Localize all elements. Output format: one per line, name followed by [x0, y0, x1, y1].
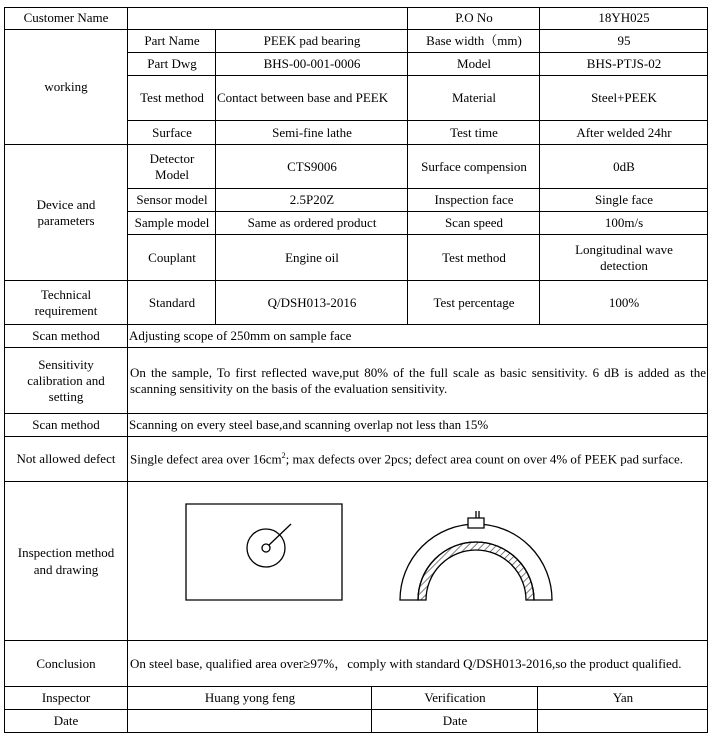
part-name-label: Part Name	[144, 33, 200, 49]
couplant-value: Engine oil	[285, 249, 339, 265]
customer-name-label: Customer Name	[23, 10, 109, 26]
inspection-drawing-svg	[128, 482, 708, 641]
inspection-method-label: Inspection method and drawing	[17, 545, 115, 577]
part-dwg-value: BHS-00-001-0006	[263, 56, 361, 72]
inspector-label: Inspector	[41, 690, 91, 706]
material-value: Steel+PEEK	[591, 90, 657, 106]
probe-circle-inner	[262, 544, 270, 552]
device-parameters-label: Device and parameters	[36, 196, 96, 228]
verification-value: Yan	[612, 690, 634, 706]
test-method-device-label: Test method	[442, 249, 506, 265]
scan-speed-label: Scan speed	[444, 215, 504, 231]
scan-method-2-label: Scan method	[32, 417, 100, 433]
conclusion-value: On steel base, qualified area over≥97%，comply with standard Q/DSH013-2016,so the product qualified.	[130, 655, 682, 671]
verification-label: Verification	[424, 690, 486, 706]
test-time-value: After welded 24hr	[576, 124, 672, 140]
detector-model-label: Detector Model	[149, 150, 195, 182]
po-no-label: P.O No	[455, 10, 493, 26]
surface-compension-label: Surface compension	[421, 158, 527, 174]
model-value: BHS-PTJS-02	[586, 56, 662, 72]
sample-model-value: Same as ordered product	[247, 215, 377, 231]
probe-leader-line	[269, 524, 291, 545]
conclusion-label: Conclusion	[36, 655, 96, 671]
standard-label: Standard	[148, 294, 196, 310]
inspection-drawing	[128, 482, 708, 641]
surface-value: Semi-fine lathe	[272, 124, 352, 140]
bearing-arch-view	[400, 511, 552, 600]
inspection-face-value: Single face	[594, 192, 654, 208]
defect-text-a: Single defect area over 16cm	[130, 451, 282, 467]
sample-model-label: Sample model	[134, 215, 210, 231]
standard-value: Q/DSH013-2016	[267, 294, 357, 310]
part-dwg-label: Part Dwg	[147, 56, 197, 72]
test-percentage-value: 100%	[608, 294, 640, 310]
sensitivity-value: On the sample, To first reflected wave,put 80% of the full scale as basic sensitivity. 6 dB is added as the scanning sensitivity on the basis of the evaluation sensitivity.	[130, 364, 706, 396]
sensitivity-label: Sensitivity calibration and setting	[27, 356, 105, 405]
not-allowed-defect-value	[128, 437, 708, 482]
test-percentage-label: Test percentage	[433, 294, 515, 310]
date-2-value	[538, 710, 708, 733]
scan-speed-value: 100m/s	[604, 215, 644, 231]
part-name-value: PEEK pad bearing	[263, 33, 361, 49]
not-allowed-defect-label: Not allowed defect	[16, 451, 116, 467]
defect-text-b: ; max defects over 2pcs; defect area count on over 4% of PEEK pad surface.	[285, 451, 684, 467]
inspector-value: Huang yong feng	[204, 690, 296, 706]
model-label: Model	[457, 56, 491, 72]
material-label: Material	[451, 90, 497, 106]
scan-method-2-value: Scanning on every steel base,and scanning overlap not less than 15%	[129, 417, 489, 433]
detector-model-value: CTS9006	[287, 158, 337, 174]
scan-method-label: Scan method	[32, 328, 100, 344]
surface-label: Surface	[152, 124, 192, 140]
base-width-value: 95	[617, 33, 631, 49]
surface-compension-value: 0dB	[613, 158, 635, 174]
base-width-label: Base width（mm)	[426, 33, 522, 49]
date-2-label: Date	[442, 713, 468, 729]
test-method-label: Test method	[140, 90, 204, 106]
sensor-model-label: Sensor model	[136, 192, 208, 208]
test-method-device-value: Longitudinal wave detection	[575, 241, 673, 273]
technical-requirement-label: Technical requirement	[34, 286, 98, 318]
date-value	[128, 710, 372, 733]
inspection-report-table	[4, 7, 708, 733]
test-method-value: Contact between base and PEEK	[217, 90, 389, 106]
po-no-value: 18YH025	[598, 10, 650, 26]
date-label: Date	[53, 713, 79, 729]
scan-method-value: Adjusting scope of 250mm on sample face	[129, 328, 352, 344]
couplant-label: Couplant	[148, 249, 196, 265]
test-time-label: Test time	[450, 124, 498, 140]
working-label: working	[44, 79, 88, 95]
sensor-model-value: 2.5P20Z	[289, 192, 335, 208]
inspection-face-label: Inspection face	[434, 192, 514, 208]
defect-text-sup: 2	[281, 451, 286, 461]
